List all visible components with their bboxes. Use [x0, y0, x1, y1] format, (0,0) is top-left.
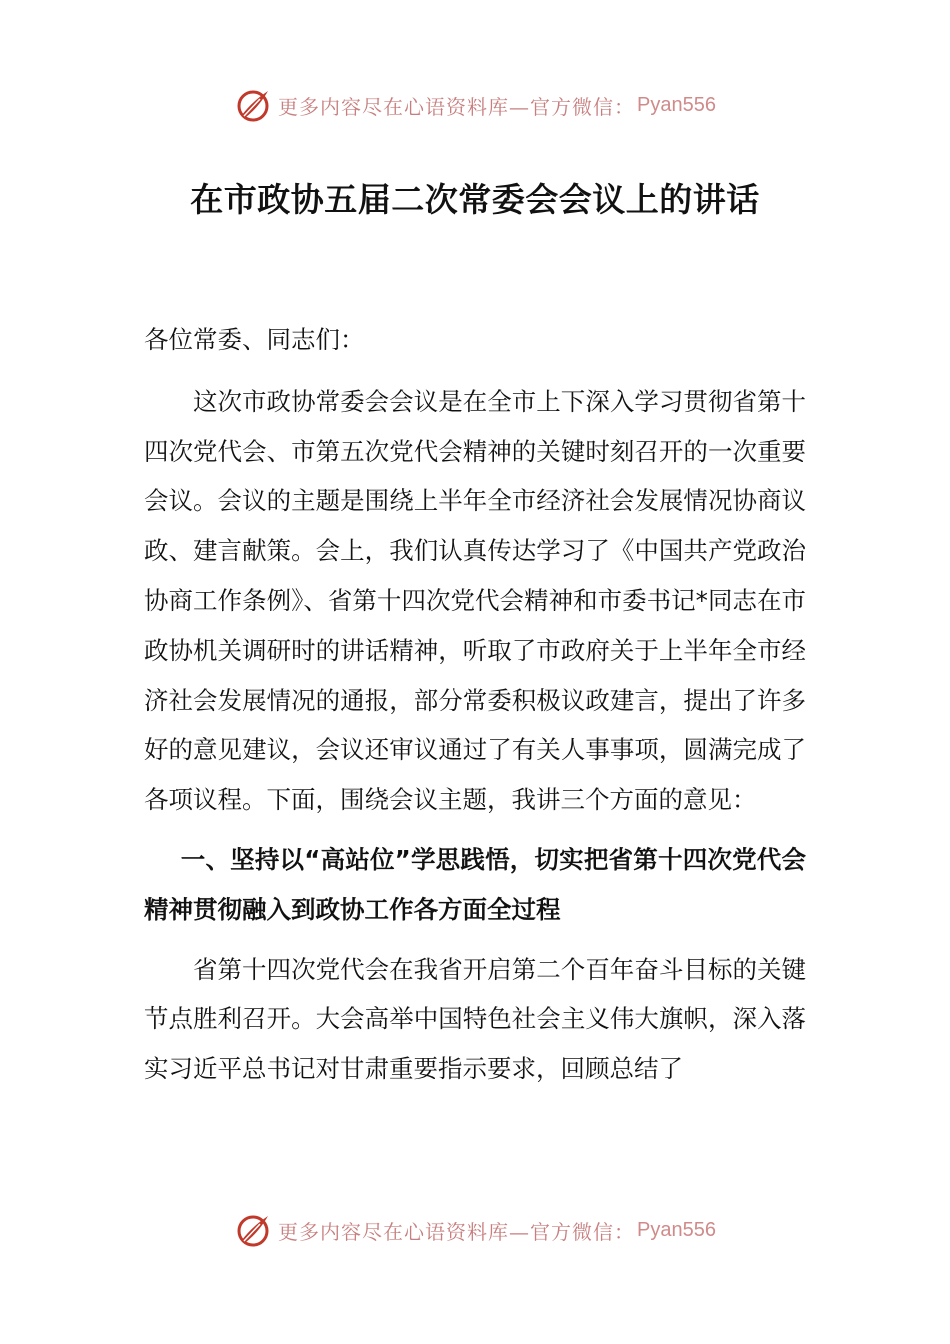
salutation: 各位常委、同志们： [144, 325, 365, 354]
watermark-wechat-id: Pyan556 [637, 1218, 716, 1241]
footer-watermark [0, 1210, 950, 1250]
document-title: 在市政协五届二次常委会会议上的讲话 [190, 180, 760, 219]
watermark-text: 更多内容尽在心语资料库—官方微信： [278, 94, 636, 119]
section-heading-1: 一、坚持以“高站位”学思践悟，切实把省第十四次党代会精神贯彻融入到政协工作各方面全过程 [144, 844, 806, 924]
quill-logo-icon [234, 1210, 274, 1250]
quill-logo-icon [234, 85, 274, 125]
watermark-text: 更多内容尽在心语资料库—官方微信： [278, 1219, 636, 1244]
paragraph-2: 省第十四次党代会在我省开启第二个百年奋斗目标的关键节点胜利召开。大会高举中国特色社会主义伟大旗帜，深入落实习近平总书记对甘肃重要指示要求，回顾总结了 [144, 954, 806, 1084]
header-watermark [0, 85, 950, 125]
document-body [144, 315, 806, 1104]
paragraph-1: 这次市政协常委会会议是在全市上下深入学习贯彻省第十四次党代会、市第五次党代会精神的关键时刻召开的一次重要会议。会议的主题是围绕上半年全市经济社会发展情况协商议政、建言献策。会上，我们认真传达学习了《中国共产党政治协商工作条例》、省第十四次党代会精神和市委书记*同志在市政协机关调研时的讲话精神，听取了市政府关于上半年全市经济社会发展情况的通报，部分常委积极议政建言，提出了许多好的意见建议，会议还审议通过了有关人事事项，圆满完成了各项议程。下面，围绕会议主题，我讲三个方面的意见： [144, 386, 806, 815]
watermark-wechat-id: Pyan556 [637, 93, 716, 116]
